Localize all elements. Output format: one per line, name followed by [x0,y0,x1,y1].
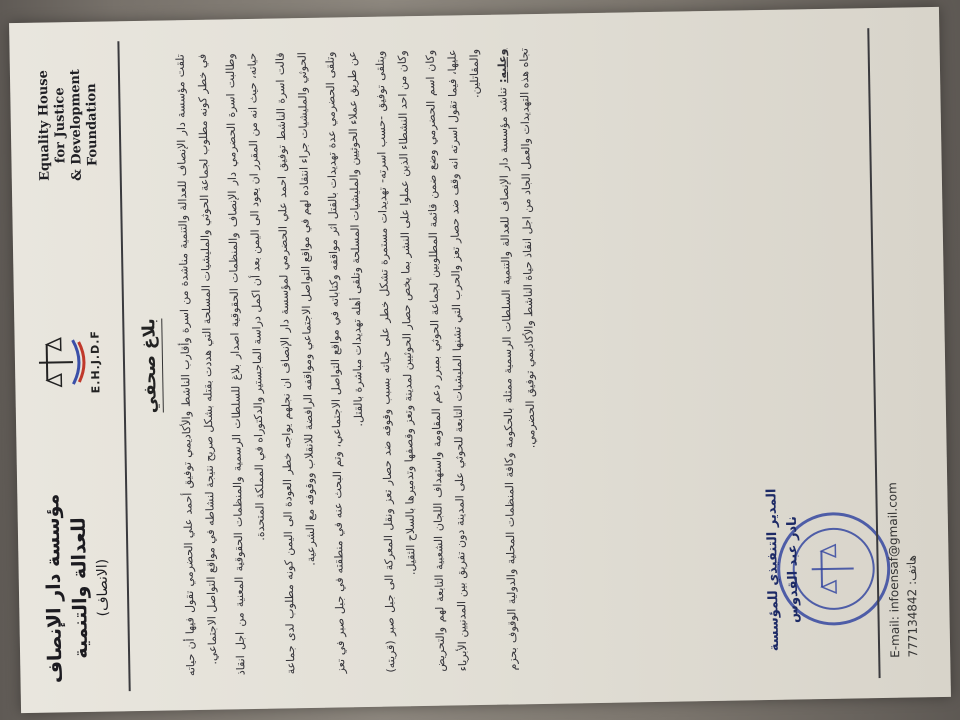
letter-paper [9,7,951,713]
closing-text: تناشد مؤسسة دار الإنصاف للعدالة والتنمية السلطات الرسمية ممثلة بالحكومة وكافة المنظمات المحلية والدولية الوقوف بحزم تجاه هذه التهديدات والعمل الجاد من اجل انقاذ حياة الناشط والأكاديمي توفيق الحضرمي. [496,48,538,671]
signatory-title: المدير التنفيذي للمؤسسة [764,488,783,652]
scales-logo-icon [32,332,89,393]
org-name-ar-line2: للعدالة والتنمية [67,517,93,659]
org-name-en-line: Equality House [35,70,53,182]
org-name-en-line: & Development [67,68,85,182]
org-logo [32,307,103,418]
closing-paragraph [492,48,547,671]
body-paragraph: تلقت مؤسسة دار الإنصاف للعدالة والتنمية مناشدة من اسرة وأقارب الناشط والأكاديمي توفيق أحمد علي الحضرمي تقول فيها أن حياته في خطر كونه مطلوب لجماعة الحوثي والمليشيات المسلحة التي هددت بقتله بشكل صريح نتيجة لنشاطه في مواقع التواصل الاجتماعي. [173,53,220,677]
body-paragraph: قالت اسرة الناشط توفيق احمد علي الحضرمي لمؤسسة دار الإنصاف ان نجلهم يواجه خطر العودة الى اليمن كونه مطلوب لدى جماعة الحوثي والمليشيات جراء انتقاده لهم في مواقع التواصل الاجتماعي ومواقفه الرافضة للانقلاب ووقوفه مع الشرعية. [273,51,318,675]
closing-lead: وعليه: [495,48,510,84]
org-name-arabic [39,487,114,688]
document-title-text: بلاغ صحفي [139,318,164,413]
logo-caption: E.H.J.D.F [88,330,103,394]
body-paragraph: وطالبت اسرة الحضرمي دار الإنصاف والمنظمات الحقوقية اصدار بلاغ للسلطات الرسمية والمنظمات الحقوقية المعنية من اجل انقاذ حياته، حيث انه من المقرر ان يعود الى اليمن بعد أن اكمل دراسة الماجستير والدكتوراه في المملكة المتحدة. [223,52,268,676]
org-name-en-line: for Justice [52,87,69,164]
document-title [134,21,166,711]
header-divider [117,41,130,691]
footer-phone: 777134842 :هاتف [904,555,921,658]
signatory-name: نادر عبد القدوس [784,516,802,624]
org-name-ar-line3: (الانصاف) [94,558,112,617]
org-name-en-line: Foundation [84,83,101,167]
org-name-ar-line1: مؤسسة دار الإنصاف [41,493,67,684]
body-paragraph: ويتلقى توفيق -حسب اسرته- تهديدات مستمرة تشكل خطر على حياته بسبب وقوفه ضد حصار تعز ونقل المعركة الى جبل صبر (قريته) وكان من احد النشطاء الذين عملوا على النشر بما يخص حصار الحوثيين لمدينة وتعز وقصفها وتدميرها بالسلاح الثقيل. [373,50,418,673]
document-body [170,48,553,676]
org-name-english [36,50,103,201]
body-paragraph: وكان اسم الحضرمي وضع ضمن قائمة المطلوبين لجماعة الحوثي بمبرر دعم المقاومة واستهداف اللجان الشعبية التابعة لهم والتحريض عليها، فيما تقول اسرته انه وقف ضد حصار تعز والحرب التي تشنها المليشيات التابعة للحوثي على المدينة دون تفريق بين المدنيين الأبرياء والمقاتلين. [423,48,482,672]
signature-block [762,469,805,670]
contact-footer [881,377,922,658]
footer-email: E-mail: infoensaf@gmail.com [885,482,903,658]
body-paragraph: وتلقى الحضرمي عدة تهديدات بالقتل اثر مواقفه وكتاباته في مواقع التواصل الاجتماعي، وتم البحث عنه في منطقته في جبل صبر في تعز عن طريق عملاء الحوثيين والمليشيات المسلحة وتلقى أهله تهديدات مباشرة بالقتل. [323,51,366,674]
